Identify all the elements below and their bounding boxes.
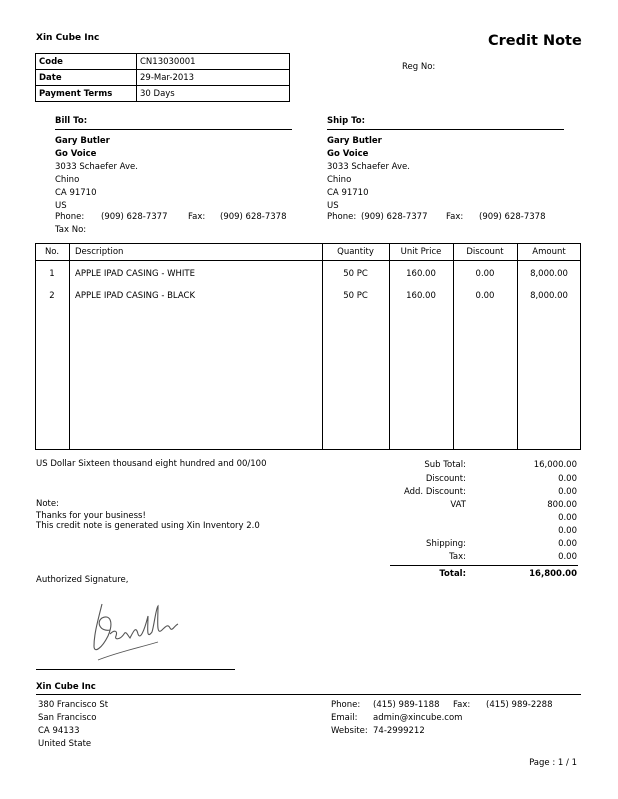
info-value: CN13030001	[137, 54, 290, 70]
info-key: Date	[36, 70, 137, 86]
ship-to-country: US	[327, 201, 339, 211]
add-discount-value: 0.00	[558, 487, 577, 497]
total-divider	[390, 565, 578, 566]
footer-email-label: Email:	[331, 713, 358, 723]
column-header-discount: Discount	[466, 247, 504, 257]
discount-label: Discount:	[425, 474, 466, 484]
footer-phone-label: Phone:	[331, 700, 361, 710]
ship-to-name: Gary Butler	[327, 136, 382, 146]
total-value: 16,800.00	[529, 569, 577, 579]
footer-website: 74-2999212	[373, 726, 425, 736]
ship-to-phone: (909) 628-7377	[361, 212, 428, 222]
document-info-table	[35, 53, 290, 102]
vat-label: VAT	[450, 500, 466, 510]
bill-to-divider	[55, 129, 292, 130]
footer-country: United State	[38, 739, 92, 749]
subtotal-label: Sub Total:	[424, 460, 466, 470]
note-label: Note:	[36, 499, 59, 509]
ship-to-fax: (909) 628-7378	[479, 212, 546, 222]
ship-to-address: 3033 Schaefer Ave.	[327, 162, 410, 172]
authorized-signature-label: Authorized Signature,	[36, 575, 129, 585]
bill-to-heading: Bill To:	[55, 116, 88, 126]
ship-to-phone-label: Phone:	[327, 212, 357, 222]
extra-value-2: 0.00	[558, 526, 577, 536]
info-key: Payment Terms	[36, 86, 137, 102]
shipping-value: 0.00	[558, 539, 577, 549]
bill-to-fax: (909) 628-7378	[220, 212, 287, 222]
tax-label: Tax:	[449, 552, 466, 562]
bill-to-state-zip: CA 91710	[55, 188, 97, 198]
bill-to-address: 3033 Schaefer Ave.	[55, 162, 138, 172]
footer-state-zip: CA 94133	[38, 726, 80, 736]
column-header-quantity: Quantity	[337, 247, 374, 257]
footer-address: 380 Francisco St	[38, 700, 109, 710]
row-2-discount: 0.00	[475, 291, 495, 301]
footer-divider	[36, 694, 581, 695]
document-title: Credit Note	[488, 33, 582, 49]
column-header-description: Description	[75, 247, 124, 257]
row-1-unit-price: 160.00	[406, 269, 436, 279]
row-1-discount: 0.00	[475, 269, 495, 279]
ship-to-fax-label: Fax:	[446, 212, 464, 222]
row-2-unit-price: 160.00	[406, 291, 436, 301]
footer-fax: (415) 989-2288	[486, 700, 553, 710]
subtotal-value: 16,000.00	[533, 460, 577, 470]
bill-to-city: Chino	[55, 175, 80, 185]
company-name: Xin Cube Inc	[36, 33, 100, 43]
row-2-description: APPLE IPAD CASING - BLACK	[75, 291, 196, 301]
ship-to-heading: Ship To:	[327, 116, 366, 126]
note-line-1: Thanks for your business!	[36, 511, 146, 521]
bill-to-name: Gary Butler	[55, 136, 110, 146]
discount-value: 0.00	[558, 474, 577, 484]
footer-company: Xin Cube Inc	[36, 682, 96, 692]
bill-to-country: US	[55, 201, 67, 211]
vat-value: 800.00	[547, 500, 577, 510]
column-header-amount: Amount	[532, 247, 566, 257]
tax-value: 0.00	[558, 552, 577, 562]
footer-fax-label: Fax:	[453, 700, 471, 710]
add-discount-label: Add. Discount:	[403, 487, 466, 497]
items-header-divider	[35, 260, 581, 261]
bill-to-fax-label: Fax:	[188, 212, 206, 222]
row-2-no: 2	[49, 291, 55, 301]
footer-city: San Francisco	[38, 713, 97, 723]
footer-phone: (415) 989-1188	[373, 700, 440, 710]
ship-to-state-zip: CA 91710	[327, 188, 369, 198]
extra-value-1: 0.00	[558, 513, 577, 523]
ship-to-company: Go Voice	[327, 149, 369, 159]
total-label: Total:	[439, 569, 466, 579]
info-value: 30 Days	[137, 86, 290, 102]
signature-image	[88, 596, 188, 662]
row-2-amount: 8,000.00	[530, 291, 568, 301]
column-divider	[69, 243, 70, 450]
info-key: Code	[36, 54, 137, 70]
info-row-terms	[36, 86, 290, 102]
bill-to-tax-label: Tax No:	[55, 225, 87, 235]
amount-in-words: US Dollar Sixteen thousand eight hundred and 00/100	[36, 459, 267, 469]
shipping-label: Shipping:	[426, 539, 466, 549]
info-row-date	[36, 70, 290, 86]
row-1-description: APPLE IPAD CASING - WHITE	[75, 269, 195, 279]
row-2-quantity: 50 PC	[343, 291, 368, 301]
page-number: Page : 1 / 1	[529, 758, 577, 768]
info-row-code	[36, 54, 290, 70]
reg-no-label: Reg No:	[402, 62, 436, 72]
row-1-no: 1	[49, 269, 55, 279]
column-header-no: No.	[44, 247, 60, 257]
row-1-quantity: 50 PC	[343, 269, 368, 279]
ship-to-city: Chino	[327, 175, 352, 185]
bill-to-phone-label: Phone:	[55, 212, 85, 222]
signature-line	[36, 669, 235, 670]
bill-to-company: Go Voice	[55, 149, 97, 159]
footer-website-label: Website:	[331, 726, 368, 736]
row-1-amount: 8,000.00	[530, 269, 568, 279]
column-header-unit-price: Unit Price	[400, 247, 442, 257]
info-value: 29-Mar-2013	[137, 70, 290, 86]
footer-email: admin@xincube.com	[373, 713, 463, 723]
note-line-2: This credit note is generated using Xin Inventory 2.0	[36, 521, 260, 531]
bill-to-phone: (909) 628-7377	[101, 212, 168, 222]
ship-to-divider	[327, 129, 564, 130]
